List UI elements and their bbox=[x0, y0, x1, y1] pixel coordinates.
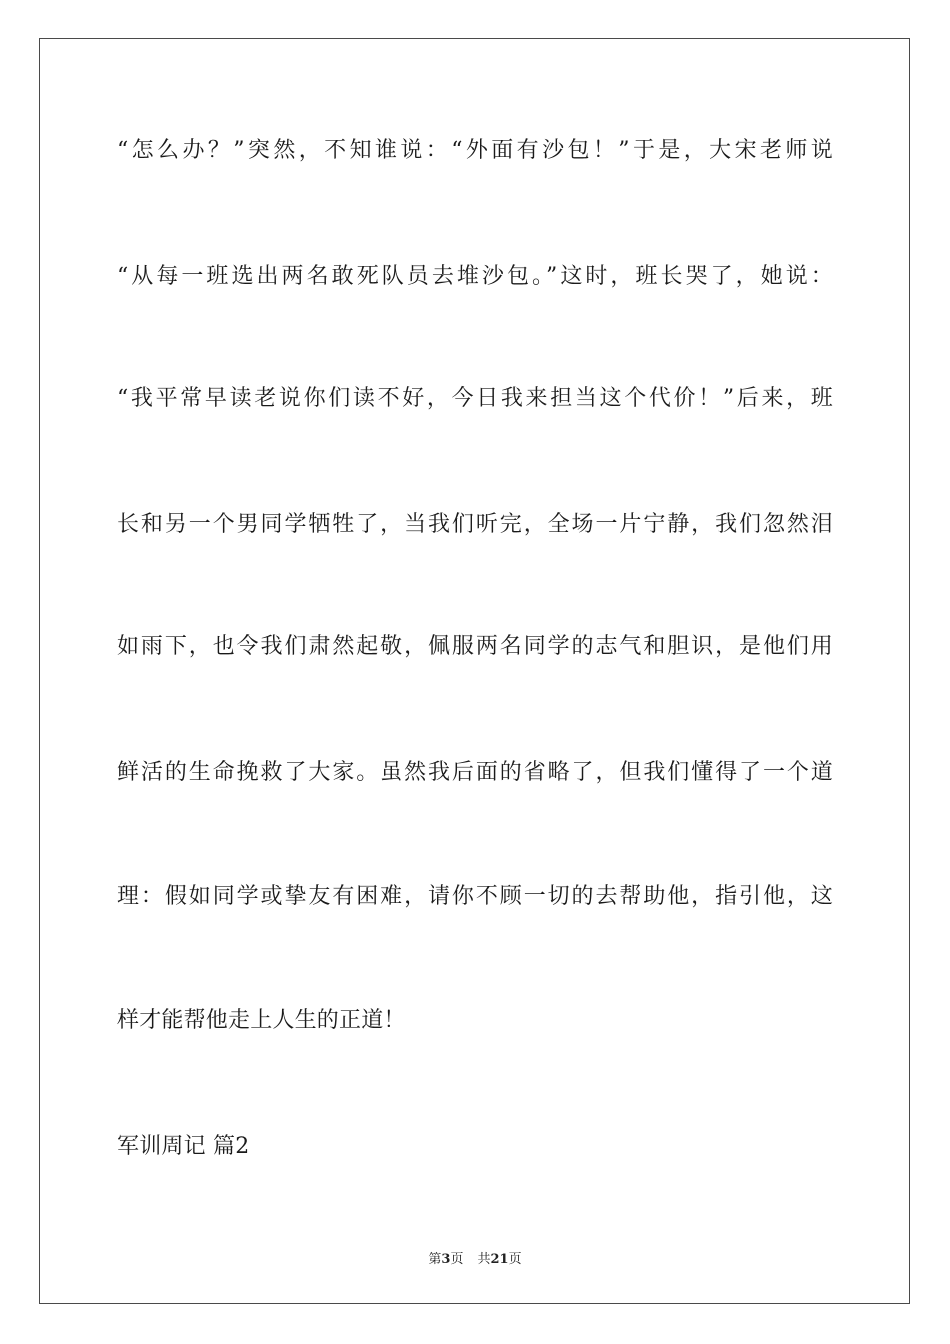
body-line-7: 理：假如同学或挚友有困难，请你不顾一切的去帮助他，指引他，这 bbox=[117, 884, 833, 909]
page-suffix: 页 bbox=[450, 1252, 464, 1267]
total-prefix: 共 bbox=[477, 1252, 491, 1267]
section-heading: 军训周记 篇2 bbox=[117, 1134, 250, 1159]
total-suffix: 页 bbox=[508, 1252, 522, 1267]
body-line-3: “我平常早读老说你们读不好，今日我来担当这个代价！”后来，班 bbox=[117, 386, 833, 411]
total-pages: 21 bbox=[490, 1252, 509, 1267]
body-line-1: “怎么办？”突然，不知谁说：“外面有沙包！”于是，大宋老师说 bbox=[117, 138, 833, 163]
body-line-5: 如雨下，也令我们肃然起敬，佩服两名同学的志气和胆识，是他们用 bbox=[117, 634, 833, 659]
body-line-8: 样才能帮他走上人生的正道！ bbox=[117, 1008, 406, 1033]
page-border bbox=[39, 38, 910, 1304]
body-line-2: “从每一班选出两名敢死队员去堆沙包。”这时，班长哭了，她说： bbox=[117, 264, 833, 289]
page-number: 3 bbox=[441, 1252, 451, 1267]
body-line-4: 长和另一个男同学牺牲了，当我们听完，全场一片宁静，我们忽然泪 bbox=[117, 512, 833, 537]
page-footer bbox=[0, 1248, 950, 1267]
page-prefix: 第 bbox=[428, 1252, 442, 1267]
body-line-6: 鲜活的生命挽救了大家。虽然我后面的省略了，但我们懂得了一个道 bbox=[117, 760, 833, 785]
